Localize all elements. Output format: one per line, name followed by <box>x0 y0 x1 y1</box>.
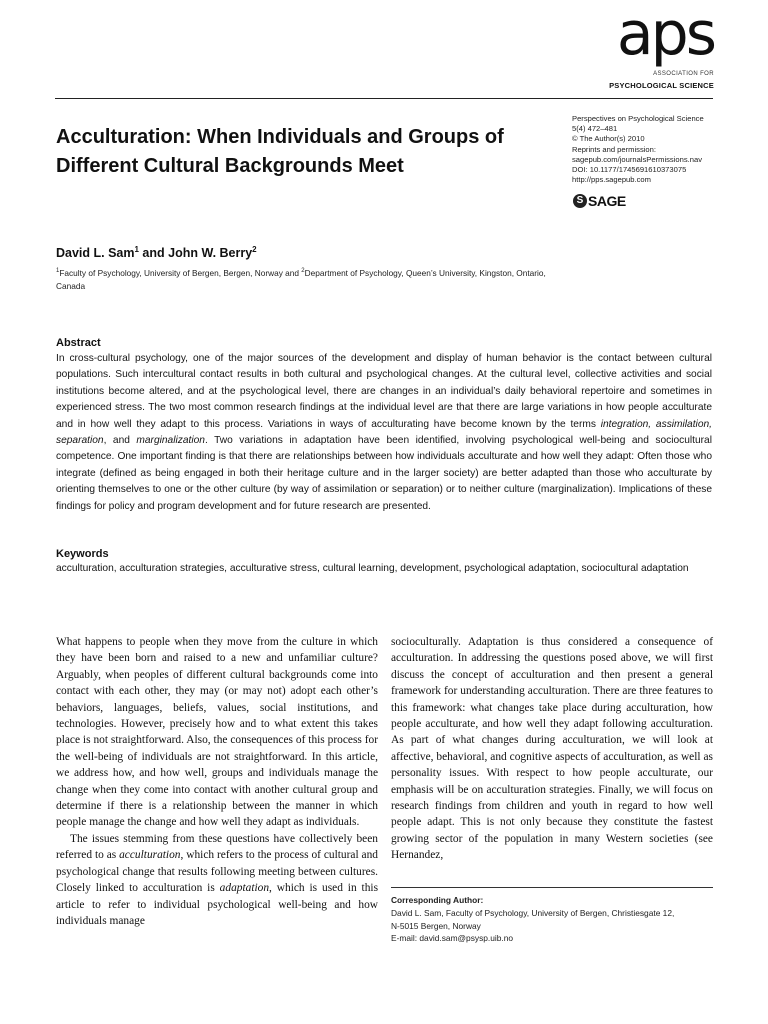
body-term: adaptation <box>219 882 270 895</box>
abstract-term: marginalization <box>136 435 205 447</box>
abstract-part: , and <box>103 435 137 447</box>
body-term: acculturation <box>119 849 181 862</box>
author-affiliation-mark: 1 <box>134 245 139 254</box>
doi: DOI: 10.1177/1745691610373075 <box>572 165 687 175</box>
journal-name: Perspectives on Psychological Science <box>572 114 704 123</box>
logo-mark: aps <box>616 0 714 69</box>
body-column-right <box>391 634 713 864</box>
journal-info <box>572 114 752 185</box>
copyright: © The Author(s) 2010 <box>572 134 645 144</box>
body-text: The issues stemming from these questions have collectively been referred to as <box>56 832 378 862</box>
abstract-terms: integration, assimilation, separation <box>56 418 712 447</box>
corresponding-author-block <box>391 894 721 945</box>
journal-volume: 5(4) 472–481 <box>572 124 618 134</box>
author-line <box>56 245 257 260</box>
reprints-label: Reprints and permission: <box>572 144 656 154</box>
permissions-link[interactable]: sagepub.com/journalsPermissions.nav <box>572 154 703 164</box>
header-divider <box>55 98 713 99</box>
body-text: , which refers to the process of cultural and psychological change that results following meeting between cultures. Closely linked to acculturation is <box>56 849 378 895</box>
logo-society-name: PSYCHOLOGICAL SCIENCE <box>609 81 714 90</box>
abstract-part: . Two variations in adaptation have been identified, involving psychological well-being and sociocultural competence. One important finding is that there are relationships between how individuals acculturate and how well they adapt: Often those who integrate (defined as being engaged in both their heritage culture and in the larger society) are better adapted than those who acculturate by orienting themselves to one or the other culture (by way of assimilation or separation) or to neither culture (marginalization). Implications of these findings for policy and program development and for future research are presented. <box>56 435 712 512</box>
abstract-part: In cross-cultural psychology, one of the major sources of the development and display of human behavior is the contact between cultural populations. Such intercultural contact results in both cultural and psychological changes. At the cultural level, collective activities and social institutions become altered, and at the psychological level, there are changes in an individual’s daily behavioral repertoire and sometimes in experienced stress. The two most common research findings at the individual level are that there are large variations in how people acculturate and in how well they adapt to this process. Variations in ways of acculturating have become known by the terms <box>56 353 712 430</box>
article-title: Acculturation: When Individuals and Groups of Different Cultural Backgrounds Meet <box>56 126 504 177</box>
aps-logo <box>574 0 714 94</box>
keywords-text: acculturation, acculturation strategies, acculturative stress, cultural learning, development, psychological adaptation, sociocultural adaptation <box>56 563 689 574</box>
sage-wordmark: SAGE <box>588 193 626 209</box>
author-affiliation-mark: 2 <box>252 245 257 254</box>
corresponding-email[interactable]: E-mail: david.sam@psysp.uib.no <box>391 933 514 944</box>
affiliation-mark: 2 <box>301 268 305 274</box>
author-conjunction: and <box>138 246 169 261</box>
abstract-text <box>56 351 712 515</box>
author-name: John W. Berry <box>168 246 253 261</box>
body-paragraph: What happens to people when they move from the culture in which they have been born and raised to a new and unfamiliar culture? Arguably, when peoples of different cultural backgrounds come into contact with each other, they may (or may not) adopt each other’s behaviors, languages, beliefs, values, social institutions, and technologies. However, precisely how and to what extent this takes place is not straightforward. Also, the consequences of this process for the well-being of individuals are not straightforward. In this article, we address how, and how well, groups and individuals manage the change when they come into contact with another cultural group and determine if there is a relationship between the manner in which people manage the change and how well they adapt as individuals. <box>56 636 378 829</box>
corresponding-address: David L. Sam, Faculty of Psychology, University of Bergen, Christiesgate 12, <box>391 907 675 918</box>
sage-circle-icon: S <box>573 194 587 208</box>
journal-site-link[interactable]: http://pps.sagepub.com <box>572 175 651 185</box>
affiliation-mark: 1 <box>56 268 60 274</box>
body-paragraph: socioculturally. Adaptation is thus considered a consequence of acculturation. In addressing the questions posed above, we will first discuss the concept of acculturation and then present a general framework for understanding acculturation. There are three features to this framework: what changes take place during acculturation, how people acculturate, and how well they adapt following acculturation. As part of what changes during acculturation, we will look at affective, behavioral, and cognitive aspects of acculturation, as well as personality issues. With respect to how people acculturate, our emphasis will be on acculturation strategies. Finally, we will focus on research findings from children and youth in regard to how well people adapt. This is not only because they constitute the fastest growing sector of the population in many Western societies (see Hernandez, <box>391 636 713 862</box>
body-paragraph <box>56 831 378 929</box>
body-text: , which is used in this article to refer to individual psychological well-being and how individuals manage <box>56 882 378 927</box>
body-column-left <box>56 634 378 929</box>
logo-association-text: ASSOCIATION FOR <box>653 71 714 77</box>
corresponding-divider <box>391 887 713 888</box>
abstract-heading: Abstract <box>56 337 101 349</box>
corresponding-city: N-5015 Bergen, Norway <box>391 920 481 931</box>
affiliations <box>56 265 576 293</box>
corresponding-heading: Corresponding Author: <box>391 895 484 905</box>
author-name: David L. Sam <box>56 246 135 261</box>
affiliation-text: Faculty of Psychology, University of Bergen, Bergen, Norway and <box>59 267 302 278</box>
affiliation-text: Department of Psychology, Queen’s University, Kingston, Ontario, Canada <box>56 267 546 291</box>
keywords-heading: Keywords <box>56 548 109 560</box>
